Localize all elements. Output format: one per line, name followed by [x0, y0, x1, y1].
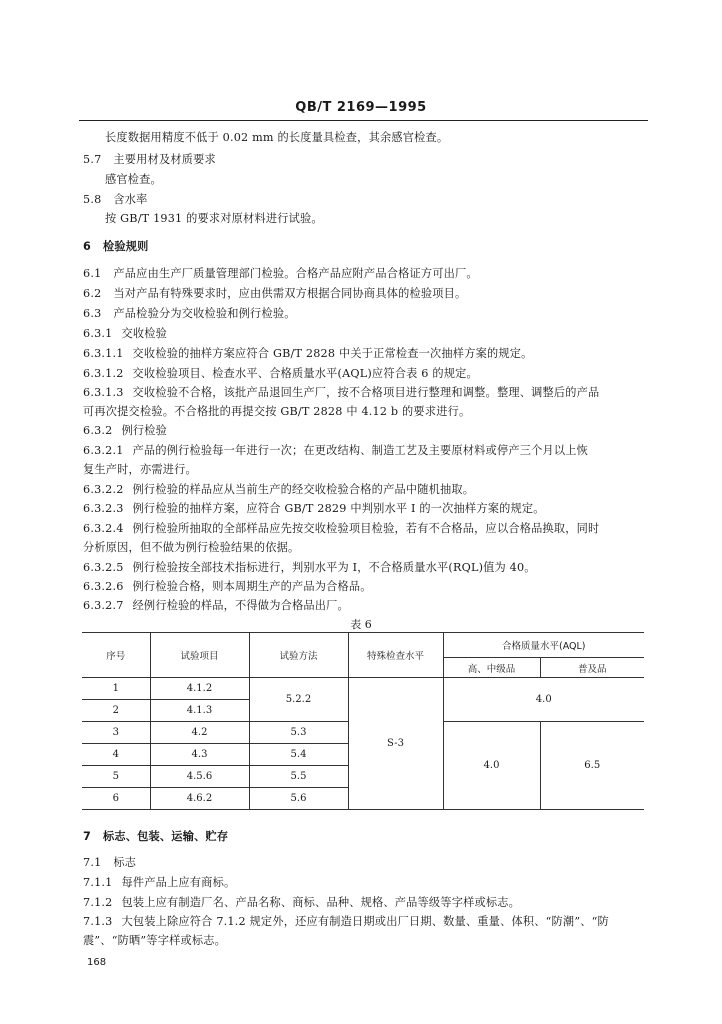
clause-line: [83, 502, 545, 516]
clause-number: 6: [83, 240, 91, 253]
continuation-line: [83, 541, 299, 555]
clause-text: 含水率: [113, 193, 148, 206]
clause-line: [83, 599, 349, 613]
cell-item: 4.2: [150, 722, 249, 744]
clause-text: 震”、“防晒”等字样或标志。: [83, 934, 227, 947]
clause-text: 复生产时，亦需进行。: [83, 463, 197, 476]
clause-text: 例行检验的抽样方案，应符合 GB/T 2829 中判别水平 I 的一次抽样方案的规定。: [132, 502, 545, 515]
clause-number: 6.2: [83, 287, 102, 300]
clause-number: 6.3.1: [83, 327, 113, 340]
cell-aql-merged: 4.0: [443, 678, 644, 722]
clause-text: 例行检验所抽取的全部样品应先按交收检验项目检验，若有不合格品，应以合格品换取，同时: [132, 522, 600, 535]
cell-seq: 6: [82, 788, 150, 810]
clause-number: 6.3.1.2: [83, 367, 124, 380]
cell-item: 4.5.6: [150, 766, 249, 788]
cell-aql-normal-merged: 6.5: [540, 722, 644, 810]
clause-text: 标志、包装、运输、贮存: [102, 830, 229, 843]
clause-number: 7.1.1: [83, 876, 113, 889]
clause-number: 6.3.2.6: [83, 580, 124, 593]
clause-text: 交收检验的抽样方案应符合 GB/T 2828 中关于正常检查一次抽样方案的规定。: [132, 347, 533, 360]
cell-method: 5.4: [249, 744, 348, 766]
clause-text: 产品检验分为交收检验和例行检验。: [113, 307, 296, 320]
clause-number: 6.3.2: [83, 424, 113, 437]
clause-number: 7.1.2: [83, 896, 113, 909]
clause-number: 7.1: [83, 856, 102, 869]
header-test-item: 试验项目: [150, 633, 249, 678]
clause-text: 产品的例行检验每一年进行一次；在更改结构、制造工艺及主要原材料或停产三个月以上恢: [132, 444, 589, 457]
cell-aql-high-merged: 4.0: [443, 722, 540, 810]
clause-line: [83, 347, 533, 361]
continuation-line: [105, 212, 323, 226]
clause-number: 6.3.2.2: [83, 483, 124, 496]
clause-text: 包装上应有制造厂名、产品名称、商标、品种、规格、产品等级等字样或标志。: [121, 896, 521, 909]
clause-line: [83, 193, 148, 207]
continuation-line: [83, 405, 470, 419]
cell-method: 5.3: [249, 722, 348, 744]
cell-method-merged: 5.2.2: [249, 678, 348, 722]
clause-number: 6.3: [83, 307, 102, 320]
clause-text: 可再次提交检验。不合格批的再提交按 GB/T 2828 中 4.12 b 的要求进行。: [83, 405, 471, 418]
clause-text: 分析原因，但不做为例行检验结果的依据。: [83, 541, 300, 554]
clause-text: 例行检验: [121, 424, 168, 437]
clause-line: [83, 876, 235, 890]
clause-text: 交收检验: [121, 327, 168, 340]
header-rule: [79, 120, 648, 121]
cell-method: 5.5: [249, 766, 348, 788]
cell-item: 4.3: [150, 744, 249, 766]
cell-method: 5.6: [249, 788, 348, 810]
clause-number: 6.3.1.3: [83, 386, 124, 399]
clause-text: 交收检验项目、检查水平、合格质量水平(AQL)应符合表 6 的规定。: [132, 367, 478, 380]
clause-number: 7: [83, 830, 91, 843]
continuation-line: [83, 463, 197, 477]
clause-line: [83, 444, 588, 458]
clause-line: [83, 830, 228, 844]
header-aql: 合格质量水平(AQL): [443, 633, 644, 658]
clause-text: 检验规则: [102, 240, 149, 253]
clause-text: 例行检验的样品应从当前生产的经交收检验合格的产品中随机抽取。: [132, 483, 475, 496]
clause-line: [83, 915, 609, 929]
header-seq: 序号: [82, 633, 150, 678]
clause-number: 7.1.3: [83, 915, 113, 928]
clause-text: 例行检验按全部技术指标进行，判别水平为 I，不合格质量水平(RQL)值为 40。: [132, 561, 536, 574]
table-6: [82, 632, 644, 810]
clause-number: 5.7: [83, 153, 102, 166]
clause-line: [83, 896, 520, 910]
header-aql-normal: 普及品: [540, 658, 644, 678]
cell-seq: 2: [82, 700, 150, 722]
clause-text: 长度数据用精度不低于 0.02 mm 的长度量具检查，其余感官检查。: [105, 131, 449, 144]
cell-level-merged: S-3: [348, 678, 443, 810]
cell-item: 4.1.3: [150, 700, 249, 722]
clause-text: 产品应由生产厂质量管理部门检验。合格产品应附产品合格证方可出厂。: [113, 267, 478, 280]
clause-number: 6.3.2.1: [83, 444, 124, 457]
clause-line: [83, 561, 536, 575]
clause-line: [83, 153, 216, 167]
standard-code-header: QB/T 2169—1995: [295, 100, 427, 115]
clause-text: 大包装上除应符合 7.1.2 规定外，还应有制造日期或出厂日期、数量、重量、体积、“防潮”、“防: [121, 915, 609, 928]
clause-line: [83, 307, 296, 321]
header-test-method: 试验方法: [249, 633, 348, 678]
clause-text: 感官检查。: [105, 173, 162, 186]
clause-number: 6.1: [83, 267, 102, 280]
clause-text: 例行检验合格，则本周期生产的产品为合格品。: [132, 580, 372, 593]
clause-line: [83, 424, 167, 438]
clause-number: 6.3.1.1: [83, 347, 124, 360]
page-number: 168: [87, 957, 107, 968]
cell-seq: 3: [82, 722, 150, 744]
clause-number: 5.8: [83, 193, 102, 206]
clause-line: [83, 386, 599, 400]
clause-number: 6.3.2.7: [83, 599, 124, 612]
continuation-line: [105, 173, 162, 187]
clause-text: 标志: [113, 856, 137, 869]
clause-number: 6.3.2.4: [83, 522, 124, 535]
clause-text: 经例行检验的样品，不得做为合格品出厂。: [132, 599, 349, 612]
table-caption: 表 6: [350, 618, 372, 631]
clause-number: 6.3.2.3: [83, 502, 124, 515]
clause-text: 交收检验不合格，该批产品退回生产厂，按不合格项目进行整理和调整。整理、调整后的产品: [132, 386, 600, 399]
clause-text: 当对产品有特殊要求时，应由供需双方根据合同协商具体的检验项目。: [113, 287, 467, 300]
continuation-line: [105, 131, 448, 145]
clause-line: [83, 287, 466, 301]
clause-line: [83, 580, 372, 594]
header-inspection-level: 特殊检查水平: [348, 633, 443, 678]
clause-line: [83, 522, 599, 536]
clause-number: 6.3.2.5: [83, 561, 124, 574]
cell-item: 4.6.2: [150, 788, 249, 810]
clause-line: [83, 856, 136, 870]
cell-seq: 1: [82, 678, 150, 700]
cell-seq: 5: [82, 766, 150, 788]
continuation-line: [83, 934, 226, 948]
cell-seq: 4: [82, 744, 150, 766]
clause-line: [83, 483, 474, 497]
clause-text: 主要用材及材质要求: [113, 153, 216, 166]
clause-line: [83, 240, 149, 254]
clause-line: [83, 327, 167, 341]
clause-line: [83, 367, 478, 381]
header-aql-high: 高、中级品: [443, 658, 540, 678]
clause-text: 按 GB/T 1931 的要求对原材料进行试验。: [105, 212, 323, 225]
cell-item: 4.1.2: [150, 678, 249, 700]
clause-text: 每件产品上应有商标。: [121, 876, 236, 889]
clause-line: [83, 267, 478, 281]
